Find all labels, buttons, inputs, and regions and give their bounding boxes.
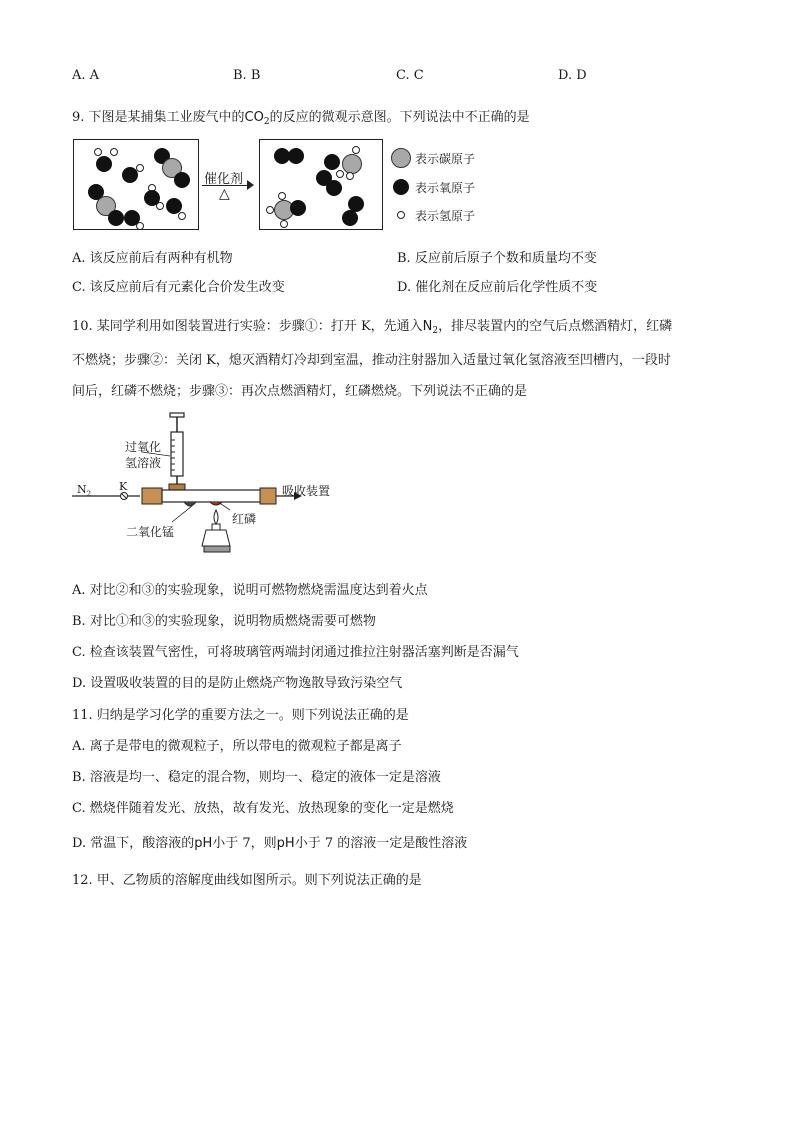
- h-atom: [156, 202, 164, 210]
- q8-option-a: A. A: [72, 68, 100, 83]
- legend-oxygen: 表示氧原子: [415, 181, 476, 195]
- carbon-legend-icon: [391, 148, 411, 168]
- q9-stem: [72, 106, 530, 127]
- syringe-label-2: 氢溶液: [125, 456, 162, 470]
- q10-stem-line2: 不燃烧；步骤②：关闭 K，熄灭酒精灯冷却到室温，推动注射器加入适量过氧化氢溶液至凹槽内，一段时: [72, 353, 671, 368]
- legend-carbon: 表示碳原子: [415, 152, 476, 166]
- k-label: K: [119, 480, 128, 493]
- q11-ph-1: pH: [194, 836, 213, 851]
- h-atom: [136, 164, 144, 172]
- o-atom: [174, 172, 190, 188]
- q11-ph-2: pH: [276, 836, 295, 851]
- n2-label: N: [77, 483, 87, 496]
- o-atom: [290, 200, 306, 216]
- h-atom: [136, 222, 144, 230]
- h-atom: [336, 170, 344, 178]
- q9-option-a: A. 该反应前后有两种有机物: [72, 251, 233, 266]
- q11-stem: 11. 归纳是学习化学的重要方法之一。则下列说法正确的是: [72, 708, 409, 723]
- q10-option-a: A. 对比②和③的实验现象，说明可燃物燃烧需温度达到着火点: [72, 583, 428, 598]
- arrow-head-icon: [247, 180, 254, 190]
- legend-hydrogen: 表示氢原子: [415, 209, 476, 223]
- q9-stem-post: 的反应的微观示意图。下列说法中不正确的是: [269, 110, 530, 125]
- q8-option-b: B. B: [233, 68, 261, 83]
- oxygen-legend-icon: [393, 179, 409, 195]
- h-atom: [352, 146, 360, 154]
- q10-n2-sub: 2: [432, 326, 439, 336]
- q9-option-c: C. 该反应前后有元素化合价发生改变: [72, 280, 285, 295]
- q8-option-d: D. D: [558, 68, 587, 83]
- o-atom: [324, 154, 340, 170]
- o-atom: [288, 148, 304, 164]
- q12-stem: 12. 甲、乙物质的溶解度曲线如图所示。则下列说法正确的是: [72, 873, 422, 888]
- q11-option-c: C. 燃烧伴随着发光、放热，故有发光、放热现象的变化一定是燃烧: [72, 801, 454, 816]
- c-atom: [342, 154, 362, 174]
- h-atom: [178, 212, 186, 220]
- q11-optd-post: 小于 7 的溶液一定是酸性溶液: [294, 836, 468, 851]
- q9-option-b: B. 反应前后原子个数和质量均不变: [397, 251, 597, 266]
- absorber-label: 吸收装置: [282, 484, 331, 498]
- syringe-icon: [169, 413, 185, 492]
- h-atom: [110, 148, 118, 156]
- q10-stem-line3: 间后，红磷不燃烧；步骤③：再次点燃酒精灯，红磷燃烧。下列说法不正确的是: [72, 384, 528, 399]
- h-atom: [94, 148, 102, 156]
- q11-option-a: A. 离子是带电的微观粒子，所以带电的微观粒子都是离子: [72, 739, 402, 754]
- n2-inlet-label: [77, 483, 91, 498]
- products-box: [259, 139, 383, 230]
- syringe-label-1: 过氧化: [125, 440, 162, 454]
- q11-optd-pre: D. 常温下，酸溶液的: [72, 836, 195, 851]
- o-atom: [326, 180, 342, 196]
- n2-label-sub: 2: [86, 490, 92, 498]
- h-atom: [266, 206, 274, 214]
- q11-optd-mid: 小于 7，则: [212, 836, 277, 851]
- q10-stem-post: ，排尽装置内的空气后点燃酒精灯，红磷: [438, 319, 673, 334]
- h-atom: [280, 220, 288, 228]
- h-atom: [346, 172, 354, 180]
- red-phosphorus-label: 红磷: [232, 512, 257, 526]
- q9-stem-pre: 9. 下图是某捕集工业废气中的: [72, 110, 245, 125]
- q11-option-b: B. 溶液是均一、稳定的混合物，则均一、稳定的液体一定是溶液: [72, 770, 441, 785]
- q10-n2: N: [422, 319, 433, 334]
- q9-option-d: D. 催化剂在反应前后化学性质不变: [397, 280, 598, 295]
- q9-formula-sub: 2: [263, 117, 270, 127]
- q10-stem-line1: [72, 315, 672, 336]
- catalyst-label: 催化剂: [204, 172, 244, 187]
- o-atom: [96, 156, 112, 172]
- o-atom: [342, 210, 358, 226]
- q10-option-d: D. 设置吸收装置的目的是防止燃烧产物逸散导致污染空气: [72, 676, 403, 691]
- reactants-box: [73, 139, 199, 230]
- q11-option-d: [72, 832, 467, 851]
- q10-option-c: C. 检查该装置气密性，可将玻璃管两端封闭通过推拉注射器活塞判断是否漏气: [72, 645, 519, 660]
- q10-stem-pre: 10. 某同学利用如图装置进行实验：步骤①：打开 K，先通入: [72, 319, 423, 334]
- h-atom: [278, 192, 286, 200]
- heat-symbol: △: [219, 186, 230, 202]
- o-atom: [108, 210, 124, 226]
- q10-option-b: B. 对比①和③的实验现象，说明物质燃烧需要可燃物: [72, 614, 376, 629]
- q9-formula: CO: [244, 110, 264, 125]
- mno2-label: 二氧化锰: [126, 525, 175, 539]
- alcohol-lamp-icon: [202, 510, 230, 552]
- hydrogen-legend-icon: [397, 211, 405, 219]
- q8-option-c: C. C: [396, 68, 424, 83]
